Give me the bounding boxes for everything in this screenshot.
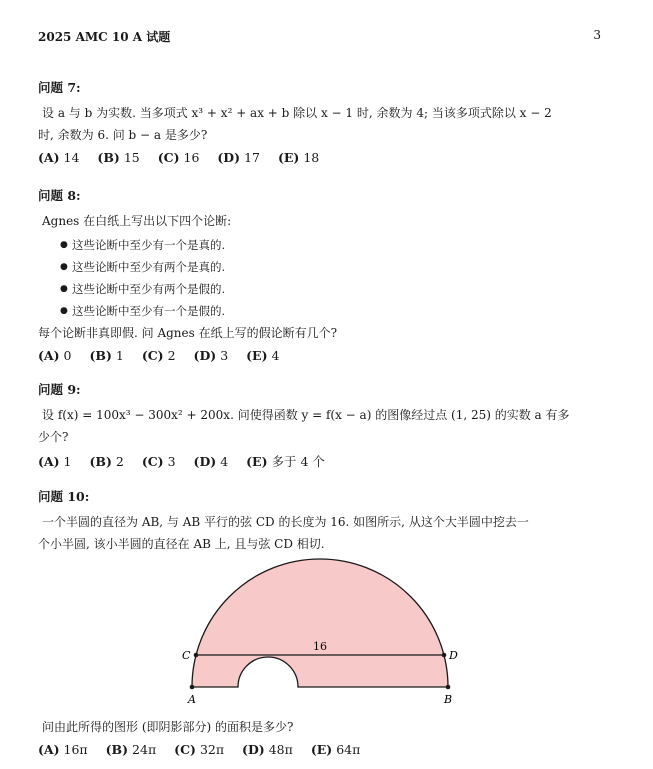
problem-7-choices — [38, 150, 608, 165]
choice-b[interactable]: (B) 24π — [105, 742, 157, 757]
point-b-marker — [446, 685, 451, 690]
problem-7-line-2: 时, 余数为 6. 问 b − a 是多少? — [38, 128, 208, 142]
problem-9-choices — [38, 452, 608, 470]
problem-8-intro: Agnes 在白纸上写出以下四个论断: — [42, 214, 232, 228]
problem-7-title: 问题 7: — [38, 80, 81, 95]
choice-c[interactable]: (C) 3 — [141, 454, 176, 469]
choice-e[interactable]: (E) 4 — [246, 348, 280, 363]
problem-10-line-2: 个小半圆, 该小半圆的直径在 AB 上, 且与弦 CD 相切. — [38, 537, 325, 551]
point-a-marker — [190, 685, 195, 690]
problem-10-question: 问由此所得的图形 (即阴影部分) 的面积是多少? — [42, 720, 294, 734]
label-d: D — [449, 649, 458, 662]
semicircle-diagram — [180, 552, 470, 712]
choice-b[interactable]: (B) 2 — [89, 454, 124, 469]
problem-9-title: 问题 9: — [38, 382, 81, 397]
problem-10-title: 问题 10: — [38, 489, 90, 504]
problem-8-choices — [38, 348, 608, 363]
claims-list — [38, 234, 608, 322]
page-number: 3 — [593, 28, 601, 42]
choice-c[interactable]: (C) 16 — [157, 150, 200, 165]
choice-e[interactable]: (E) 64π — [310, 742, 361, 757]
problem-8 — [38, 186, 608, 363]
choice-c[interactable]: (C) 32π — [174, 742, 225, 757]
point-c-marker — [194, 653, 199, 658]
problem-10-choices — [38, 742, 608, 757]
choice-a[interactable]: (A) 0 — [38, 348, 72, 363]
problem-7-line-1: 设 a 与 b 为实数. 当多项式 x³ + x² + ax + b 除以 x − 1 时, 余数为 4; 当该多项式除以 x − 2 — [42, 106, 552, 120]
choice-b[interactable]: (B) 15 — [97, 150, 140, 165]
list-item: ● 这些论断中至少有一个是假的. — [72, 300, 608, 322]
chord-length-label: 16 — [313, 640, 327, 653]
choice-a[interactable]: (A) 16π — [38, 742, 88, 757]
problem-9 — [38, 380, 608, 470]
choice-e[interactable]: (E) 多于 4 个 — [246, 454, 325, 469]
page-header — [38, 28, 601, 46]
problem-10-tail — [38, 716, 608, 757]
label-a: A — [188, 693, 196, 706]
choice-a[interactable]: (A) 1 — [38, 454, 72, 469]
label-b: B — [444, 693, 453, 706]
shaded-region — [192, 559, 448, 687]
choice-b[interactable]: (B) 1 — [89, 348, 124, 363]
problem-7 — [38, 78, 608, 165]
choice-d[interactable]: (D) 17 — [217, 150, 260, 165]
point-d-marker — [442, 653, 447, 658]
choice-d[interactable]: (D) 4 — [193, 454, 229, 469]
problem-8-title: 问题 8: — [38, 188, 81, 203]
problem-9-line-1: 设 f(x) = 100x³ − 300x² + 200x. 问使得函数 y = f(x − a) 的图像经过点 (1, 25) 的实数 a 有多 — [42, 408, 570, 422]
problem-8-question: 每个论断非真即假. 问 Agnes 在纸上写的假论断有几个? — [38, 326, 338, 340]
problem-10 — [38, 487, 608, 555]
problem-10-line-1: 一个半圆的直径为 AB, 与 AB 平行的弦 CD 的长度为 16. 如图所示, 从这个大半圆中挖去一 — [42, 515, 529, 529]
exam-title: 2025 AMC 10 A 试题 — [38, 30, 171, 44]
choice-d[interactable]: (D) 48π — [242, 742, 293, 757]
choice-d[interactable]: (D) 3 — [193, 348, 229, 363]
list-item: ● 这些论断中至少有两个是真的. — [72, 256, 608, 278]
list-item: ● 这些论断中至少有两个是假的. — [72, 278, 608, 300]
label-c: C — [182, 649, 191, 662]
choice-a[interactable]: (A) 14 — [38, 150, 80, 165]
list-item: ● 这些论断中至少有一个是真的. — [72, 234, 608, 256]
problem-9-line-2: 少个? — [38, 430, 69, 444]
choice-c[interactable]: (C) 2 — [141, 348, 176, 363]
choice-e[interactable]: (E) 18 — [277, 150, 320, 165]
